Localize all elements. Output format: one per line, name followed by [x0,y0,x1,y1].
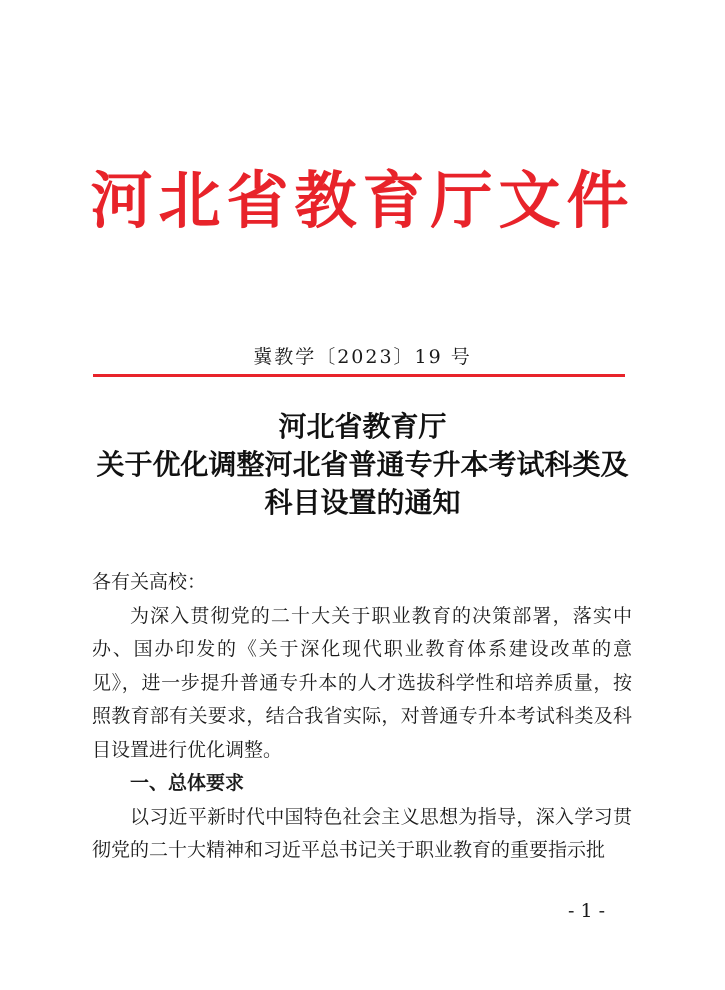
red-separator-line [93,374,625,377]
notice-title [0,408,725,522]
document-number: 冀教学〔2023〕19 号 [253,346,472,368]
paragraph-guiding-ideology: 以习近平新时代中国特色社会主义思想为指导，深入学习贯彻党的二十大精神和习近平总书记关于职业教育的重要指示批 [92,805,632,861]
page-number: - 1 - [568,900,606,922]
notice-body [92,566,632,868]
section-heading: 一、总体要求 [130,772,245,794]
title-line-3: 科目设置的通知 [264,486,461,519]
title-line-2: 关于优化调整河北省普通专升本考试科类及 [96,448,629,481]
salutation: 各有关高校： [92,571,207,593]
paragraph-intro: 为深入贯彻党的二十大关于职业教育的决策部署，落实中办、国办印发的《关于深化现代职业教育体系建设改革的意见》，进一步提升普通专升本的人才选拔科学性和培养质量，按照教育部有关要求，结合我省实际，对普通专升本考试科类及科目设置进行优化调整。 [92,604,632,761]
title-line-1: 河北省教育厅 [278,410,447,443]
document-masthead: 河北省教育厅文件 [90,164,635,237]
